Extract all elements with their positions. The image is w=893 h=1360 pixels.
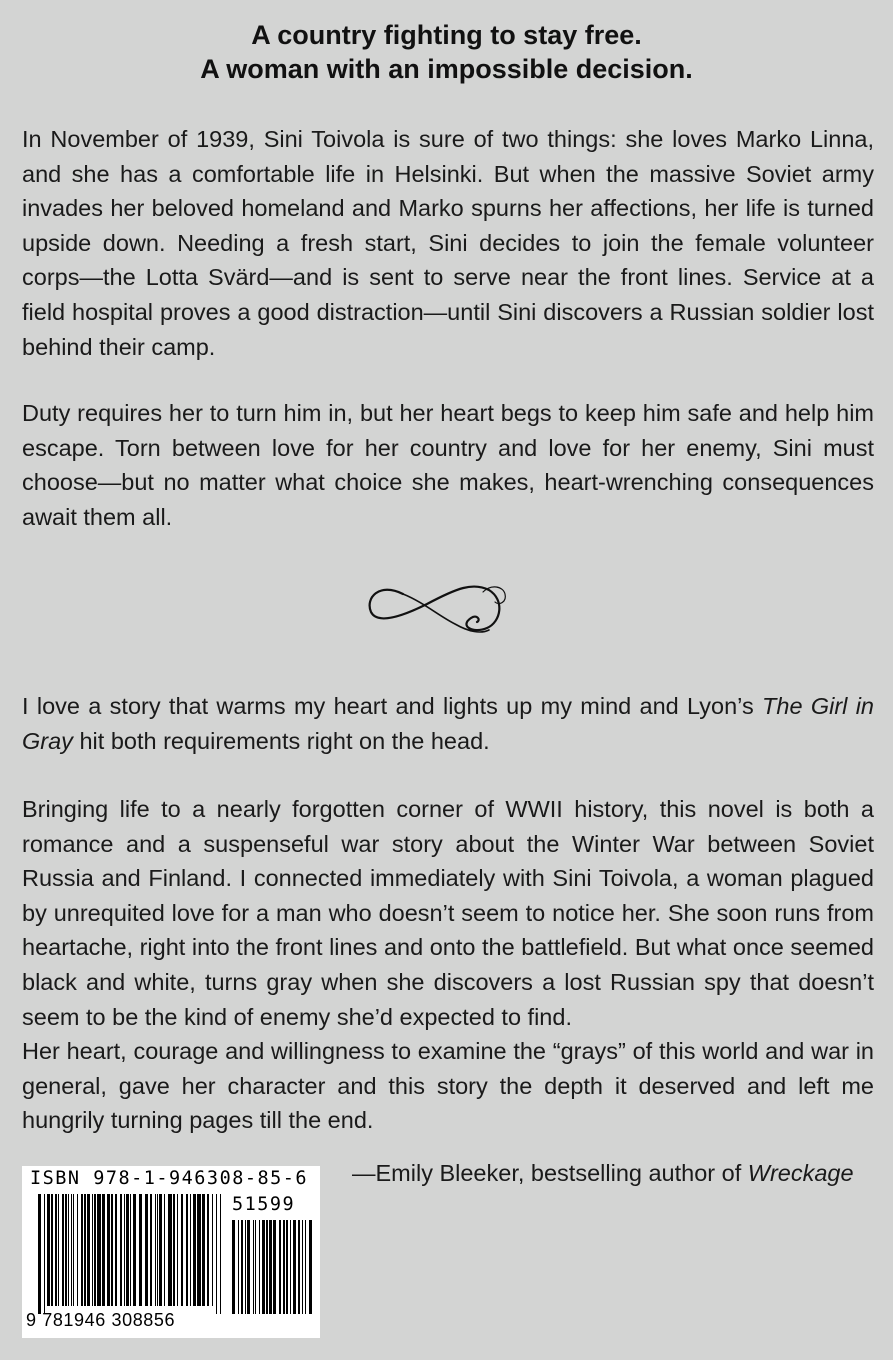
flourish-ornament-icon xyxy=(365,528,517,680)
tagline-line-2: A woman with an impossible decision. xyxy=(200,54,693,84)
isbn-barcode xyxy=(22,1166,320,1338)
synopsis-paragraph-2: Duty requires her to turn him in, but her heart begs to keep him safe and help him escape. Torn between love for her country and love for her enemy, Sini must choose—but no matter what choice she makes, heart-wrenching consequences await them all. xyxy=(22,400,874,530)
tagline-line-1: A country fighting to stay free. xyxy=(251,20,642,50)
attribution-work: Wreckage xyxy=(747,1160,854,1186)
isbn-label: ISBN 978-1-946308-85-6 xyxy=(30,1168,309,1189)
review-paragraph-1 xyxy=(22,689,874,758)
synopsis-paragraph-1: In November of 1939, Sini Toivola is sure of two things: she loves Marko Linna, and she has a comfortable life in Helsinki. But when the massive Soviet army invades her beloved homeland and Marko spurns her affections, her life is turned upside down. Needing a fresh start, Sini decides to join the female volunteer corps—the Lotta Svärd—and is sent to serve near the front lines. Service at a field hospital proves a good distraction—until Sini discovers a Russian soldier lost behind their camp. xyxy=(22,126,874,360)
ean-digits: 9 781946 308856 xyxy=(26,1310,176,1330)
tagline xyxy=(0,18,893,86)
review-text-start: I love a story that warms my heart and lights up my mind and Lyon’s xyxy=(22,693,763,719)
review-paragraph-3: Her heart, courage and willingness to examine the “grays” of this world and war in general, gave her character and this story the depth it deserved and left me hungrily turning pages till the end. xyxy=(22,1038,874,1134)
review-paragraph-2: Bringing life to a nearly forgotten corner of WWII history, this novel is both a romance and a suspenseful war story about the Winter War between Soviet Russia and Finland. I connected immediately with Sini Toivola, a woman plagued by unrequited love for a man who doesn’t seem to notice her. She soon runs from heartache, right into the front lines and onto the battlefield. But what once seemed black and white, turns gray when she discovers a lost Russian spy that doesn’t seem to be the kind of enemy she’d expected to find. xyxy=(22,796,874,1030)
review-text-end: hit both requirements right on the head. xyxy=(72,727,490,754)
book-title: The Girl in Gray xyxy=(22,693,874,754)
review-attribution xyxy=(352,1156,854,1190)
price-code: 51599 xyxy=(232,1194,296,1215)
attribution-author: —Emily Bleeker, bestselling author of xyxy=(352,1160,748,1186)
